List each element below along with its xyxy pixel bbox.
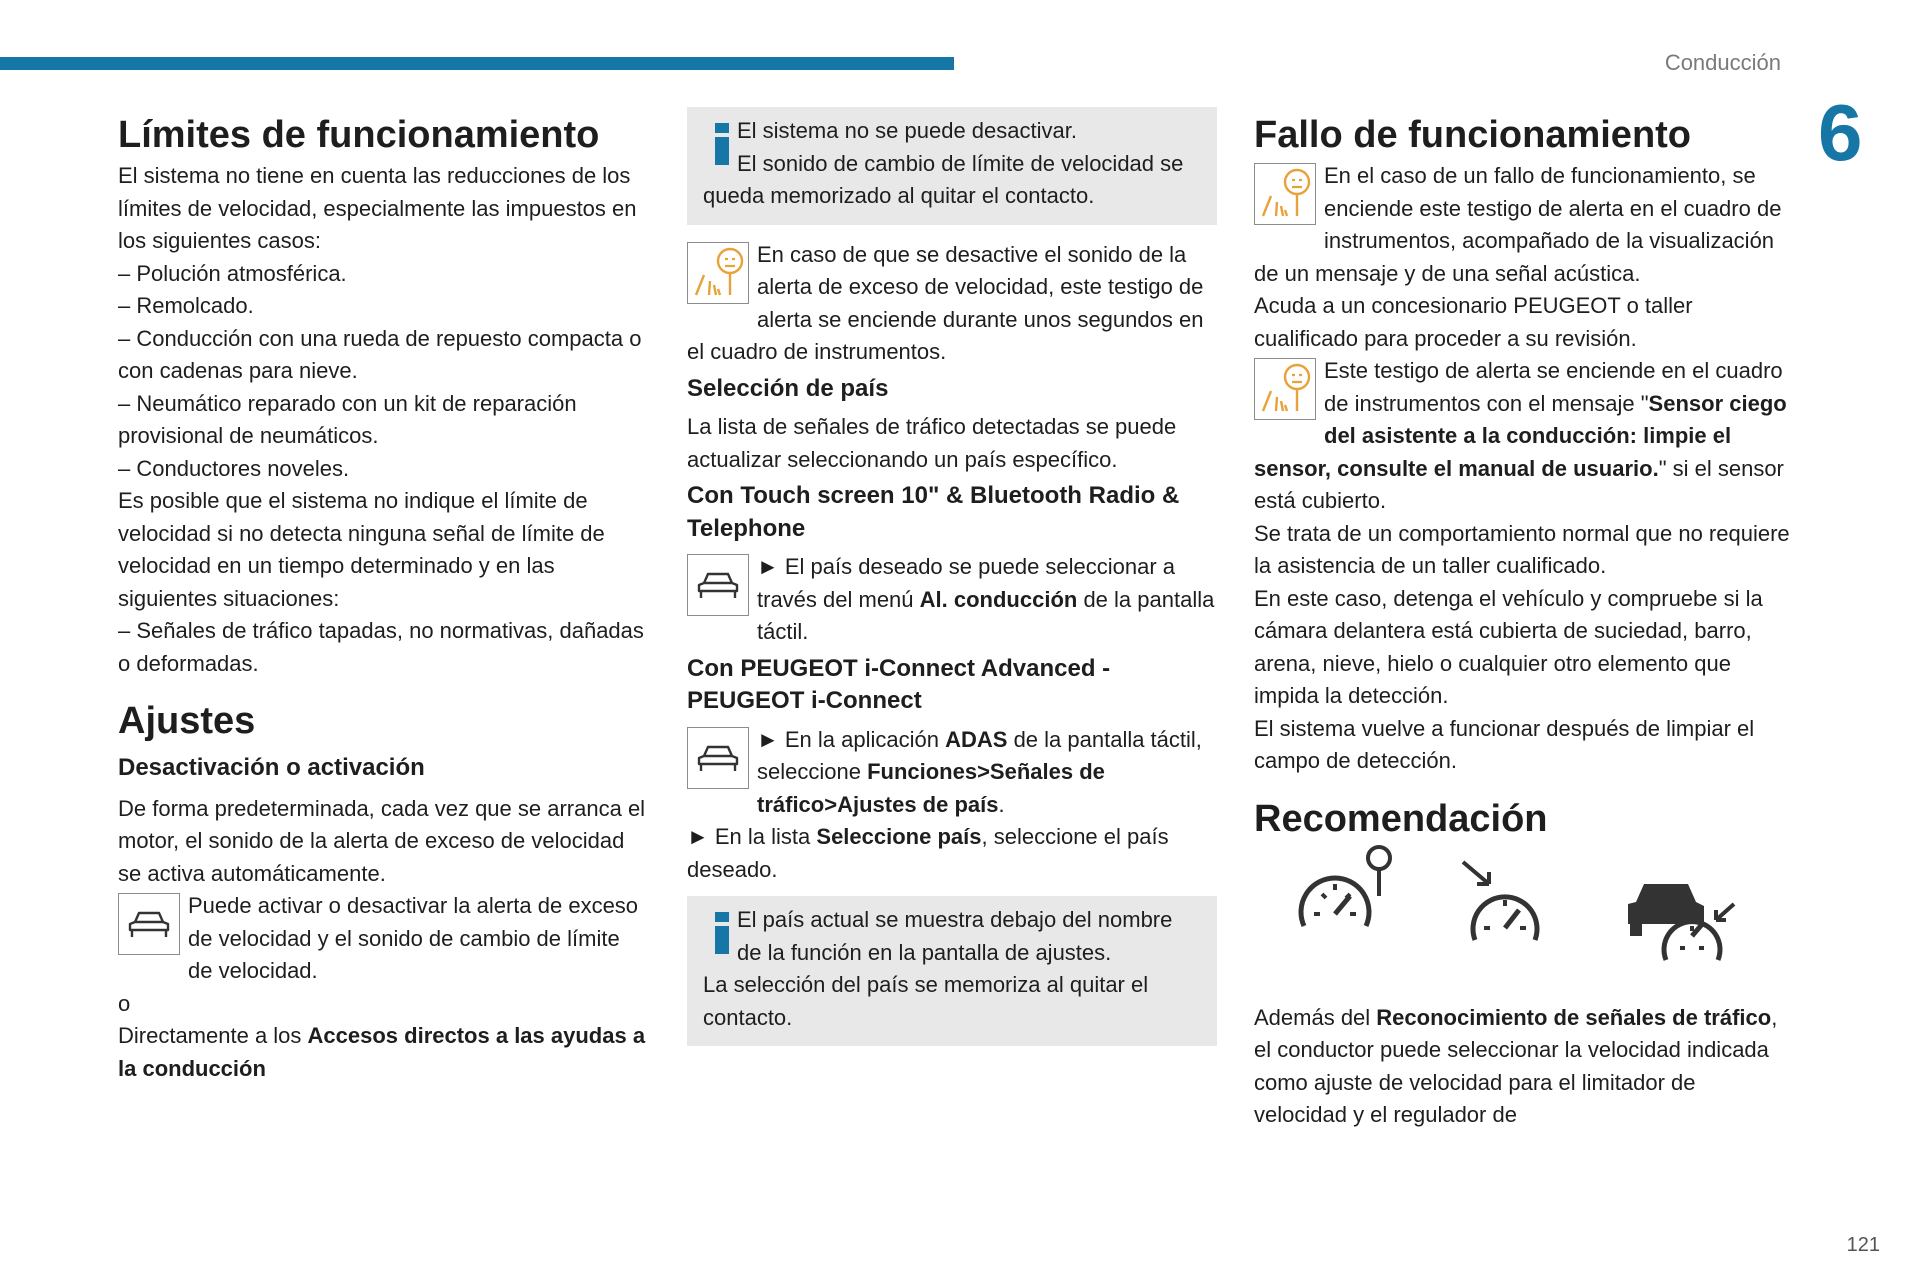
speed-warning-icon	[1254, 358, 1316, 420]
car-menu-icon	[118, 893, 180, 955]
heading-recomendacion: Recomendación	[1254, 797, 1548, 840]
speed-warning-icon	[1254, 163, 1316, 225]
subheading-seleccion-pais: Selección de país	[687, 374, 889, 402]
iconnect-step2: ► En la lista Seleccione país, seleccione el país deseado.	[687, 824, 1169, 882]
column-left	[118, 112, 648, 1085]
limites-item: – Polución atmosférica.	[118, 260, 347, 286]
fallo-para6: El sistema vuelve a funcionar después de limpiar el campo de detección.	[1254, 715, 1755, 773]
column-right	[1254, 112, 1790, 1132]
info-line: El sonido de cambio de límite de velocidad se queda memorizado al quitar el contacto.	[703, 150, 1184, 208]
fallo-sensor-paragraph: Este testigo de alerta se enciende en el cuadro de instrumentos con el mensaje "Sensor ciego del asistente a la conducción: limpie el sensor, consulte el manual de usuario." si el sensor está cubierto.	[1254, 358, 1787, 513]
info-icon	[703, 115, 737, 167]
limites-item: – Señales de tráfico tapadas, no normativas, dañadas o deformadas.	[118, 618, 644, 676]
limites-item: – Neumático reparado con un kit de reparación provisional de neumáticos.	[118, 390, 577, 448]
subheading-desactivacion: Desactivación o activación	[118, 754, 425, 781]
touch-paragraph: ► El país deseado se puede seleccionar a través del menú Al. conducción de la pantalla táctil.	[687, 551, 1217, 649]
iconnect-paragraph: ► En la aplicación ADAS de la pantalla táctil, seleccione Funciones>Señales de tráfico>Ajustes de país.	[687, 724, 1217, 822]
limites-item: – Remolcado.	[118, 293, 254, 318]
fallo-para2: Acuda a un concesionario PEUGEOT o taller cualificado para proceder a su revisión.	[1254, 293, 1693, 351]
fallo-para4: Se trata de un comportamiento normal que no requiere la asistencia de un taller cualificado.	[1254, 520, 1790, 578]
menu-al-conduccion: Al. conducción	[919, 586, 1078, 612]
ajustes-para2: Puede activar o desactivar la alerta de exceso de velocidad y el sonido de cambio de límite de velocidad.	[188, 893, 639, 983]
reco-para: Además del Reconocimiento de señales de tráfico, el conductor puede seleccionar la velocidad indicada como ajuste de velocidad para el limitador de velocidad y el regulador de	[1254, 1004, 1778, 1127]
limites-para2: Es posible que el sistema no indique el límite de velocidad si no detecta ninguna señal de límite de velocidad en un tiempo determinado y en las siguientes situaciones:	[118, 488, 605, 611]
speed-warning-icon	[687, 242, 749, 304]
recommendation-illustrations	[1254, 844, 1790, 994]
info-box	[687, 107, 1217, 225]
heading-fallo: Fallo de funcionamiento	[1254, 114, 1692, 156]
ajustes-or: o	[118, 990, 131, 1016]
limites-item: – Conducción con una rueda de repuesto compacta o con cadenas para nieve.	[118, 325, 642, 383]
car-menu-icon	[687, 554, 749, 616]
column-middle	[687, 109, 1217, 1060]
fallo-paragraph: En el caso de un fallo de funcionamiento, se enciende este testigo de alerta en el cuadro de instrumentos, acompañado de la visualización de un mensaje y de una señal acústica.	[1254, 163, 1782, 286]
heading-limites: Límites de funcionamiento	[118, 114, 600, 156]
header-accent-bar	[0, 57, 954, 70]
info-icon	[703, 904, 737, 956]
fallo-para5: En este caso, detenga el vehículo y compruebe si la cámara delantera está cubierta de suciedad, barro, arena, nieve, hielo o cualquier otro elemento que impida la detección.	[1254, 585, 1763, 708]
speedometer-pin-icon	[1294, 844, 1404, 944]
section-label: Conducción	[1664, 50, 1781, 75]
ajustes-icon-paragraph	[118, 890, 648, 988]
car-menu-icon	[687, 727, 749, 789]
subheading-touch-screen: Con Touch screen 10" & Bluetooth Radio & Telephone	[687, 482, 1180, 542]
chapter-number: 6	[1818, 88, 1863, 177]
car-speedometer-icon	[1622, 864, 1742, 964]
limites-intro: El sistema no tiene en cuenta las reducciones de los límites de velocidad, especialmente las impuestos en los siguientes casos:	[118, 163, 637, 253]
info-box	[687, 896, 1217, 1046]
seleccion-text: La lista de señales de tráfico detectadas se puede actualizar seleccionando un país específico.	[687, 414, 1177, 472]
ajustes-para3: Directamente a los Accesos directos a las ayudas a la conducción	[118, 1023, 646, 1081]
warning-paragraph: En caso de que se desactive el sonido de la alerta de exceso de velocidad, este testigo de alerta se enciende durante unos segundos en el cuadro de instrumentos.	[687, 241, 1204, 364]
ajustes-para1: De forma predeterminada, cada vez que se arranca el motor, el sonido de la alerta de exceso de velocidad se activa automáticamente.	[118, 795, 646, 886]
info-line: La selección del país se memoriza al quitar el contacto.	[703, 972, 1149, 1030]
accesos-directos-link: Accesos directos a las ayudas a la conducción	[118, 1023, 646, 1081]
subheading-iconnect: Con PEUGEOT i-Connect Advanced - PEUGEOT i-Connect	[687, 654, 1111, 714]
heading-ajustes: Ajustes	[118, 700, 256, 742]
page-number: 121	[1846, 1234, 1880, 1256]
speedometer-arrow-icon	[1459, 854, 1559, 954]
info-line: El país actual se muestra debajo del nombre de la función en la pantalla de ajustes.	[737, 907, 1173, 965]
limites-item: – Conductores noveles.	[118, 455, 350, 481]
info-line: El sistema no se puede desactivar.	[737, 118, 1077, 143]
